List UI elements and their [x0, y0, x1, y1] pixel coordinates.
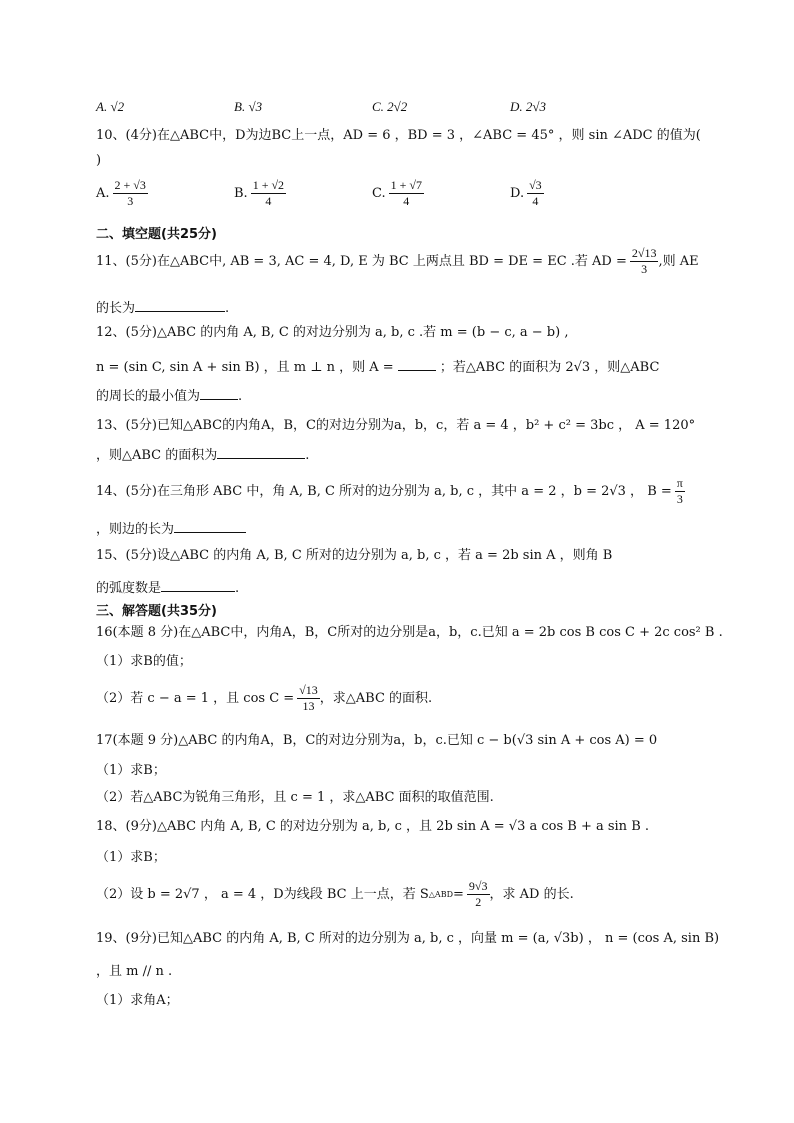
q16-frac-den: 13 — [302, 699, 315, 713]
q12-line2 — [96, 356, 659, 377]
q11-tail: ,则 AE — [658, 253, 699, 269]
q18-frac-num: 9√3 — [468, 879, 488, 893]
q10-option-a-fraction — [113, 178, 148, 209]
q13-line2: ，则△ABC 的面积为 . — [96, 444, 309, 465]
q9-option-d: D. 2√3 — [510, 99, 547, 114]
q10-option-d-fraction — [527, 178, 544, 209]
q18-part2-eq: = — [453, 886, 464, 902]
q18-fraction — [467, 879, 490, 910]
q16-fraction — [297, 683, 320, 714]
section-fill-in-heading: 二、填空题(共25分) — [96, 227, 217, 242]
q12-line1: 12、(5分)△ABC 的内角 A, B, C 的对边分别为 a, b, c .若 m = (b − c, a − b) , — [96, 325, 569, 340]
q10-stem-end: ) — [96, 153, 102, 168]
q10-option-c — [372, 178, 424, 209]
q11-frac-num: 2√13 — [631, 246, 657, 260]
q10-options — [96, 178, 696, 222]
q11-line1 — [96, 246, 699, 277]
q13-line2-text: ，则△ABC 的面积为 — [96, 448, 218, 463]
q16-part2a: （2）若 c − a = 1 ，且 cos C = — [96, 690, 295, 706]
q16-part1: （1）求B的值； — [96, 654, 192, 669]
q17-part2: （2）若△ABC为锐角三角形，且 c = 1 ，求△ABC 面积的取值范围. — [96, 790, 494, 805]
q18-part2 — [96, 879, 574, 910]
q12-line3: 的周长的最小值为 . — [96, 385, 242, 406]
q10-option-d-label: D. — [510, 186, 525, 201]
q18-area-subscript: △ABD — [428, 889, 453, 899]
q12-answer-blank-a[interactable] — [398, 356, 436, 371]
q10-option-c-den: 4 — [403, 194, 410, 208]
q10-option-d — [510, 178, 544, 209]
q12-line2a: n = (sin C, sin A + sin B) ，且 m ⊥ n ，则 A = — [96, 360, 398, 375]
q14-line2 — [96, 518, 246, 539]
q11-line2: 的长为 . — [96, 297, 229, 318]
q11-answer-label: 的长为 — [96, 301, 136, 316]
q17-line1: 17(本题 9 分)△ABC 的内角A，B，C的对边分别为a，b，c.已知 c − b(√3 sin A + cos A) = 0 — [96, 733, 658, 748]
q11-text: 11、(5分)在△ABC中, AB = 3, AC = 4, D, E 为 BC 上两点且 BD = DE = EC .若 AD = — [96, 253, 627, 269]
q14-line1 — [96, 476, 685, 507]
q18-frac-den: 2 — [475, 895, 482, 909]
q14-line2-text: ，则边的长为 — [96, 522, 175, 537]
q18-part2b: ，求 AD 的长. — [489, 886, 574, 902]
section-solve-heading: 三、解答题(共35分) — [96, 604, 217, 619]
q14-frac-den: 3 — [676, 492, 683, 506]
q11-frac-den: 3 — [641, 262, 648, 276]
q10-stem: 10、(4分)在△ABC中，D为边BC上一点，AD = 6 ，BD = 3 ，∠ABC = 45° ，则 sin ∠ADC 的值为( — [96, 128, 701, 143]
q10-option-d-den: 4 — [532, 194, 539, 208]
q13-answer-blank[interactable] — [217, 444, 305, 459]
q10-option-b-num: 1 + √2 — [252, 178, 285, 192]
q13-line1: 13、(5分)已知△ABC的内角A，B，C的对边分别为a，b，c，若 a = 4 ，b² + c² = 3bc ， A = 120° — [96, 418, 696, 433]
q15-line2: 的弧度数是 . — [96, 577, 239, 598]
q15-answer-blank[interactable] — [161, 577, 235, 592]
q9-option-a: A. √2 — [96, 99, 125, 114]
q10-option-b-label: B. — [234, 186, 248, 201]
q14-text: 14、(5分)在三角形 ABC 中，角 A, B, C 所对的边分别为 a, b, c ，其中 a = 2 ，b = 2√3 ， B = — [96, 483, 672, 499]
q11-fraction — [630, 246, 659, 277]
q10-option-d-num: √3 — [529, 178, 542, 192]
q10-option-a-den: 3 — [127, 194, 134, 208]
q10-option-a — [96, 178, 148, 209]
q10-option-b-den: 4 — [265, 194, 272, 208]
q18-line1: 18、(9分)△ABC 内角 A, B, C 的对边分别为 a, b, c ，且 2b sin A = √3 a cos B + a sin B . — [96, 819, 650, 834]
q10-option-a-label: A. — [96, 186, 110, 201]
q18-part2a: （2）设 b = 2√7 ， a = 4 ，D为线段 BC 上一点，若 S — [96, 886, 429, 902]
q14-frac-num: π — [676, 476, 683, 490]
q16-line1: 16(本题 8 分)在△ABC中，内角A，B，C所对的边分别是a，b，c.已知 a = 2b cos B cos C + 2c cos² B . — [96, 625, 723, 640]
q14-answer-blank[interactable] — [174, 518, 246, 533]
q10-option-c-fraction — [389, 178, 424, 209]
q10-option-b-fraction — [251, 178, 286, 209]
q15-line2-text: 的弧度数是 — [96, 581, 162, 596]
q16-frac-num: √13 — [299, 683, 318, 697]
q12-answer-blank-b[interactable] — [200, 385, 238, 400]
q18-part1: （1）求B； — [96, 850, 166, 865]
q14-fraction — [675, 476, 685, 507]
q15-line1: 15、(5分)设△ABC 的内角 A, B, C 所对的边分别为 a, b, c ，若 a = 2b sin A ，则角 B — [96, 548, 613, 563]
q16-part2b: ，求△ABC 的面积. — [319, 690, 433, 706]
q9-option-b: B. √3 — [234, 99, 263, 114]
q12-line3-text: 的周长的最小值为 — [96, 389, 201, 404]
q19-line1: 19、(9分)已知△ABC 的内角 A, B, C 所对的边分别为 a, b, c ，向量 m = (a, √3b) ， n = (cos A, sin B) — [96, 931, 720, 946]
q10-option-a-num: 2 + √3 — [114, 178, 146, 192]
q10-option-c-num: 1 + √7 — [390, 178, 422, 192]
q10-option-c-label: C. — [372, 186, 386, 201]
q11-answer-blank[interactable] — [135, 297, 225, 312]
q19-part1: （1）求角A； — [96, 993, 179, 1008]
q9-option-c: C. 2√2 — [372, 99, 408, 114]
q16-part2 — [96, 683, 432, 714]
q10-option-b — [234, 178, 286, 209]
q19-line2: ，且 m // n . — [96, 964, 173, 979]
q17-part1: （1）求B； — [96, 763, 166, 778]
q12-line2b: ；若△ABC 的面积为 2√3 ，则△ABC — [435, 360, 660, 375]
